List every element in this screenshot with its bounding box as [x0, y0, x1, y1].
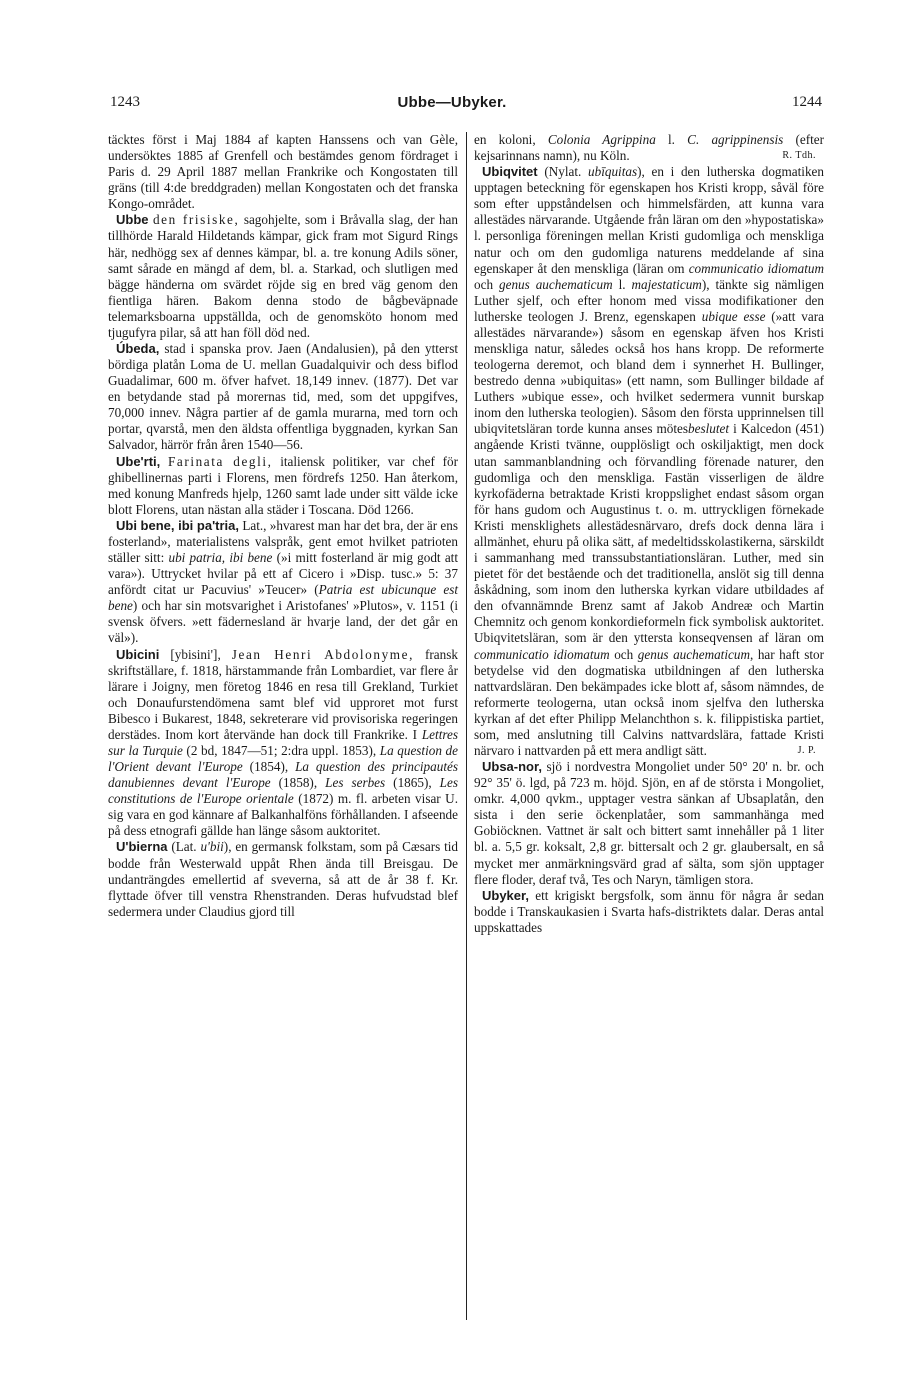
- entry-ubyker: Ubyker, ett krigiskt bergsfolk, som ännu för några år sedan bodde i Transkaukasien i Svarta hafs-distriktets dalar. Deras antal uppskattades: [474, 887, 824, 935]
- right-column: [474, 132, 824, 936]
- page-header: [0, 94, 904, 118]
- page-number-right: 1244: [792, 94, 822, 110]
- entry-uberti: Ube'rti, Farinata degli, italiensk politiker, var chef för ghibellinernas parti i Florens, men fördrefs 1250. Han återkom, med konung Manfreds hjelp, 1260 samt lade under sitt välde icke blott Florens, utan nästan alla städer i Toscana. Död 1266.: [108, 453, 458, 517]
- entry-ubiqvitet: Ubiqvitet (Nylat. ubīquitas), en i den lutherska dogmatiken upptagen beteckning för egenskapen hos Kristi kropp, såväl före som efter uppståndelsen och himmelsfärden, att kunna vara allestädes närvarande. Utgående från läran om den »hypostatiska» l. personliga föreningen mellan Kristi gudomliga och menskliga natur och om den gudomliga naturens meddelande af sina egenskaper åt den menskliga (läran om communicatio idiomatum och genus auchematicum l. majestaticum), tänkte sig nämligen Luther sjelf, och efter honom med vissa modifikationer den lutherske teologen J. Brenz, egenskapen ubique esse (»att vara allestädes närvarande») såsom en egenskap äfven hos Kristi menskliga natur, således också hos hans kropp. De reformerte teologerna deremot, och bland dem i synnerhet H. Bullinger, bestredo denna »ubiquitas» (ett namn, som Bullinger bildade af Luthers »ubique esse», och hvilket sedermera vunnit burskap inom den lutherska teologien). Såsom den första upprinnelsen till ubiqvitetsläran torde kunna anses mötesbeslutet i Kalcedon (451) angående Kristi tvänne, oupplösligt och oskiljaktigt, men dock utan sammanblandning och förvandling förenade naturer, den gudomliga och den menskliga. Fastän visserligen de äldre kyrkofäderna betraktade Kristi kroppslighet endast såsom organ för hans gudom och Augustinus t. o. m. uttryckligen förnekade Kristi mensklighets allestädesnärvaro, drefs dock denna lära i allmänhet, ehuru på olika sätt, af medeltidsskolastikerna, särskildt i sammanhang med transsubstantiationsläran. Luther, med sin pietet för det bestående och det traditionella, anslöt sig till denna åskådning, som inom den lutherska kyrkan vidare utbildades af den ofvannämnde Brenz samt af Jakob Andreæ och Martin Chemnitz och genom konkordieformeln fick symbolisk auktoritet. Ubiqvitetsläran, som är den yttersta konseqvensen af läran om communicatio idiomatum och genus auchematicum, har haft stor betydelse vid den dogmatiska utbildningen af den lutherska nattvardsläran. Den bekämpades icke blott af, såsom nämndes, de reformerte teologerna, utan också inom sjelfva den lutherska kyrkan af det efter Philipp Melanchthon s. k. filippistiska partiet, som, med anslutning till Calvins nattvardslära, fattade Kristi närvaro i nattvarden på ett mera andligt sätt. J. P.: [474, 164, 825, 758]
- headword-ubbe: Ubbe: [116, 212, 149, 228]
- entry-ubi-bene: Ubi bene, ibi pa'tria, Lat., »hvarest man har det bra, der är ens fosterland», materialistens valspråk, gent emot hvilket patrioten ställer sitt: ubi patria, ibi bene (»i mitt fosterland är mig godt att vara»). Uttrycket hvilar på ett af Cicero i »Disp. tusc.» 5: 37 anfördt citat ur Pacuvius' »Teucer» (Patria est ubicunque est bene) och har sin motsvarighet i Aristofanes' »Plutos», v. 1151 (i svensk öfvers. »ett fädernesland är hvarje land, der det går en väl»).: [108, 517, 459, 646]
- headword-uberti: Ube'rti,: [116, 453, 161, 469]
- entry-ubeda: Úbeda, stad i spanska prov. Jaen (Andalusien), på den ytterst bördiga platån Loma de U. mellan Guadalquivir och dess biflod Guadalimar, 600 m. öfver hafvet. 18,149 innev. (1877). Det var en betydande stad på morernas tid, med, som det uppgifves, 70,000 innev. Några partier af de gamla murarna, med torn och portar, qvarstå, men den äldsta offentliga byggnaden, kyrkan San Salvador, härrör från åren 1540—56.: [108, 341, 458, 453]
- entry-ubsa-nor: Ubsa-nor, sjö i nordvestra Mongoliet under 50° 20' n. br. och 92° 35' ö. lgd, på 723 m. höjd. Sjön, en af de största i Mongoliet, omkr. 4,000 qvkm., upptager vestra sänkan af Ubsaplatån, den sista i den serie öckenplatåer, som sammanhänga med Gobiöcknen. Vattnet är salt och bittert samt innehåller på 1 liter bl. a. 5,5 gr. koksalt, 2,8 gr. bittersalt och 2 gr. glaubersalt, en så mycket mer anmärkningsvärd grad af sälta, som sjön upptager flere floder, deraf två, Tes och Naryn, tämligen stora.: [474, 759, 824, 887]
- running-title: Ubbe—Ubyker.: [397, 94, 507, 111]
- author-signature: R. Tdh.: [782, 150, 816, 162]
- entry-ubicini: Ubicini [ybisini'], Jean Henri Abdolonyme, fransk skriftställare, f. 1818, härstammande från Lombardiet, var flere år lärare i Joigny, men företog 1846 en resa till Grekland, Turkiet och Donaufurstendömena samt blef vid upproret mot furst Bibesco i Bukarest, 1848, sekreterare vid provisoriska regeringen derstädes. Inom kort återvände han dock till Frankrike. I Lettres sur la Turquie (2 bd, 1847—51; 2:dra uppl. 1853), La question de l'Orient devant l'Europe (1854), La question des principautés danubiennes devant l'Europe (1858), Les serbes (1865), Les constitutions de l'Europe orientale (1872) m. fl. arbeten visar U. sig vara en god kännare af Balkanhalföns förhållanden. I afseende på dess etnografi gällde han länge såsom auktoritet.: [108, 646, 458, 839]
- entry-ubierna: U'bierna (Lat. u'bii), en germansk folkstam, som på Cæsars tid bodde från Westerwald uppåt Rhen ända till Breisgau. De undanträngdes emellertid af sveverna, så att de år 38 f. Kr. flyttade öfver till venstra Rhenstranden. Deras hufvudstad blef sedermera under Claudius gjord till: [108, 839, 458, 919]
- author-signature: J. P.: [797, 744, 816, 756]
- headword-ubeda: Úbeda,: [116, 341, 160, 357]
- entry-ubbe: Ubbe den frisiske, sagohjelte, som i Bråvalla slag, der han tillhörde Harald Hildetands kämpar, gick fram mot Sigurd Rings här, nedhögg sex af dennes kämpar, bl. a. tre konung Adils söner, samt sårade en mängd af dem, bl. a. Starkad, och slutligen med bägge händerna om svärdet röjde sig en bred väg genom den fientliga hären. Bakom denna stodo de bågbeväpnade telemarksboarna uppställda, och de genomsköto honom med tjugufyra pilar, så att han föll död ned.: [108, 212, 459, 340]
- entry-continuation: täcktes först i Maj 1884 af kapten Hanssens och van Gèle, undersöktes 1885 af Grenfell och bestämdes genom fördraget i Paris d. 29 April 1887 mellan Frankrike och Kongostaten till gräns (till 4:de breddgraden) mellan Kongostaten och det franska Kongo-området.: [108, 132, 458, 212]
- headword-ubierna: U'bierna: [116, 839, 168, 855]
- column-divider: [466, 132, 467, 1320]
- headword-ubi-bene: Ubi bene, ibi pa'tria,: [116, 517, 240, 533]
- headword-ubiqvitet: Ubiqvitet: [482, 164, 538, 180]
- page-number-left: 1243: [110, 94, 140, 110]
- headword-ubicini: Ubicini: [116, 646, 160, 662]
- headword-ubyker: Ubyker,: [482, 887, 529, 903]
- headword-ubsa-nor: Ubsa-nor,: [482, 759, 542, 775]
- left-column: [108, 132, 458, 920]
- entry-ubierna-continuation: en koloni, Colonia Agrippina l. C. agrippinensis (efter kejsarinnans namn), nu Köln. R. Tdh.: [474, 132, 824, 164]
